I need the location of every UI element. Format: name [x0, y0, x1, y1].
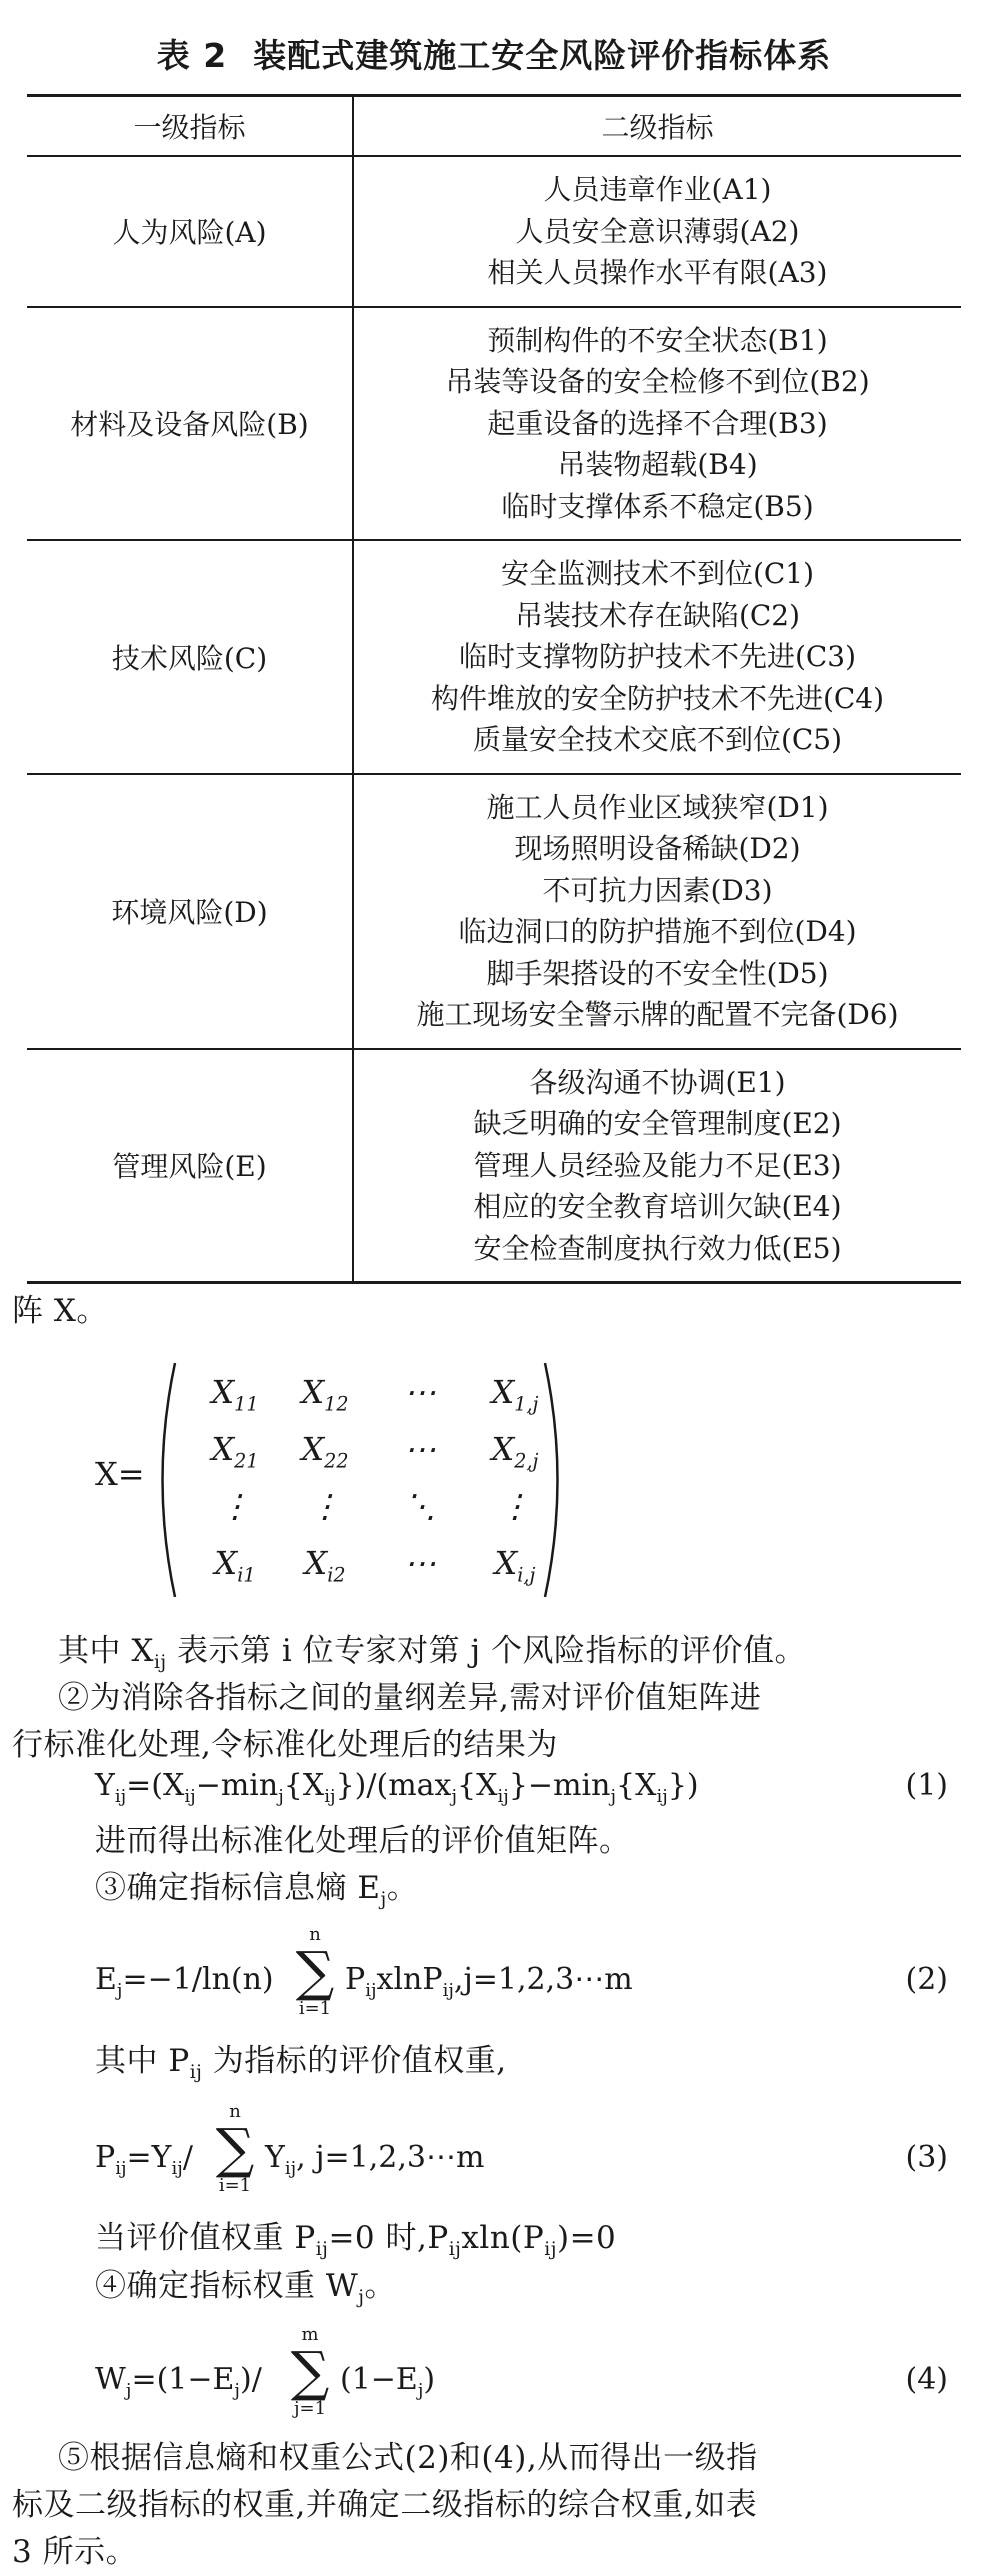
secondary-indicator-item: 人员违章作业(A1) [543, 173, 772, 206]
matrix-label: X= [95, 1455, 145, 1493]
secondary-indicator-item: 施工人员作业区域狭窄(D1) [486, 790, 829, 824]
matrix-cell: $X_{12}$ [301, 1373, 349, 1416]
text-step2-a: ②为消除各指标之间的量纲差异,需对评价值矩阵进 [58, 1680, 762, 1716]
matrix-x [95, 1355, 585, 1605]
matrix-cell: $X_{11}$ [211, 1373, 259, 1416]
table-row [27, 307, 961, 541]
secondary-indicator-item: 现场照明设备稀缺(D2) [514, 832, 801, 865]
secondary-indicator-item: 安全监测技术不到位(C1) [500, 557, 815, 590]
text-step5-a: ⑤根据信息熵和权重公式(2)和(4),从而得出一级指 [58, 2440, 758, 2476]
equation-2-number: (2) [905, 1962, 948, 1997]
matrix-cell: $X_{1,j}$ [491, 1373, 539, 1416]
sum-symbol-4: m ∑ j=1 [290, 2324, 330, 2419]
equation-4-number: (4) [905, 2362, 948, 2397]
matrix-cell: ⋮ [499, 1487, 531, 1525]
matrix-cell: ⋯ [404, 1430, 436, 1468]
text-xij: 其中 $X_{ij}$ 表示第 i 位专家对第 j 个风险指标的评价值。 [58, 1633, 806, 1674]
equation-3-number: (3) [905, 2140, 948, 2175]
secondary-indicator-cell [353, 156, 961, 307]
secondary-indicator-cell [353, 307, 961, 541]
secondary-indicator-item: 人员安全意识薄弱(A2) [515, 214, 800, 248]
sum-symbol-3: n ∑ i=1 [215, 2101, 255, 2196]
text-step5-b: 标及二级指标的权重,并确定二级指标的综合权重,如表 [12, 2487, 758, 2523]
secondary-indicator-item: 吊装物超载(B4) [557, 448, 758, 481]
secondary-indicator-item: 相应的安全教育培训欠缺(E4) [473, 1190, 842, 1223]
primary-indicator-cell: 管理风险(E) [27, 1049, 353, 1283]
secondary-indicator-cell [353, 774, 961, 1049]
secondary-indicator-cell [353, 1049, 961, 1283]
matrix-cell: ⋯ [404, 1544, 436, 1582]
matrix-cell: $X_{i1}$ [214, 1544, 256, 1587]
secondary-indicator-item: 吊装技术存在缺陷(C2) [514, 598, 801, 632]
primary-indicator-cell: 材料及设备风险(B) [27, 307, 353, 541]
primary-indicator-cell: 技术风险(C) [27, 540, 353, 774]
matrix-cell: ⋮ [309, 1487, 341, 1525]
table-row [27, 774, 961, 1049]
indicator-table [27, 94, 961, 1284]
secondary-indicator-item: 预制构件的不安全状态(B1) [487, 323, 828, 357]
secondary-indicator-cell [353, 540, 961, 774]
table-row [27, 540, 961, 774]
secondary-indicator-item: 相关人员操作水平有限(A3) [487, 256, 828, 289]
matrix-cell: $X_{2,j}$ [491, 1430, 539, 1473]
equation-1: $Y_{ij}=(X_{ij}-\min_j\{X_{ij}\})/(\max_j\{X_{ij}\}-\min_j\{X_{ij}\})$ [95, 1768, 699, 1807]
matrix-cell: $X_{i,j}$ [494, 1544, 536, 1587]
indicator-table-wrapper [27, 94, 961, 1284]
header-secondary: 二级指标 [353, 96, 961, 157]
primary-indicator-cell: 环境风险(D) [27, 774, 353, 1049]
table-body [27, 156, 961, 1283]
matrix-cell: $X_{i2}$ [304, 1544, 346, 1587]
secondary-indicator-item: 临时支撑物防护技术不先进(C3) [458, 640, 857, 673]
header-primary: 一级指标 [27, 96, 353, 157]
matrix-cell: $X_{22}$ [301, 1430, 349, 1473]
table-row [27, 1049, 961, 1283]
text-step2-c: 进而得出标准化处理后的评价值矩阵。 [95, 1823, 631, 1859]
text-step4: ④确定指标权重 $W_j$。 [95, 2268, 396, 2309]
text-step5-c: 3 所示。 [12, 2534, 138, 2570]
equation-2-rest: $P_{ij}xlnP_{ij},j=1,2,3\cdots m$ [345, 1962, 633, 2001]
matrix-cell: ⋯ [404, 1373, 436, 1411]
secondary-indicator-item: 缺乏明确的安全管理制度(E2) [473, 1107, 842, 1140]
secondary-indicator-item: 构件堆放的安全防护技术不先进(C4) [430, 681, 885, 715]
secondary-indicator-item: 临边洞口的防护措施不到位(D4) [458, 915, 857, 948]
text-step3: ③确定指标信息熵 $E_j$。 [95, 1870, 419, 1911]
table-caption [0, 30, 988, 77]
secondary-indicator-item: 不可抗力因素(D3) [542, 873, 773, 907]
secondary-indicator-item: 管理人员经验及能力不足(E3) [473, 1148, 842, 1182]
text-matrix-intro: 阵 X。 [12, 1293, 108, 1329]
text-step2-b: 行标准化处理,令标准化处理后的结果为 [12, 1727, 558, 1763]
equation-4: $W_j=(1-E_j)/$ [95, 2362, 262, 2401]
text-pij: 其中 $P_{ij}$ 为指标的评价值权重, [95, 2043, 507, 2084]
table-title: 装配式建筑施工安全风险评价指标体系 [253, 36, 832, 75]
text-zero-weight: 当评价值权重 $P_{ij}=0$ 时$,P_{ij}xln(P_{ij})=0$ [95, 2220, 617, 2261]
secondary-indicator-item: 施工现场安全警示牌的配置不完备(D6) [416, 998, 899, 1031]
matrix-cell: ⋱ [404, 1487, 436, 1525]
matrix-cell: $X_{21}$ [211, 1430, 259, 1473]
secondary-indicator-item: 质量安全技术交底不到位(C5) [472, 723, 843, 756]
secondary-indicator-item: 脚手架搭设的不安全性(D5) [486, 956, 829, 990]
equation-1-number: (1) [905, 1768, 948, 1803]
secondary-indicator-item: 吊装等设备的安全检修不到位(B2) [445, 365, 870, 398]
table-number: 表 2 [156, 36, 228, 75]
table-header-row [27, 96, 961, 157]
equation-3: $P_{ij}=Y_{ij}/$ [95, 2140, 193, 2179]
secondary-indicator-item: 起重设备的选择不合理(B3) [487, 406, 828, 440]
secondary-indicator-item: 安全检查制度执行效力低(E5) [473, 1231, 842, 1265]
primary-indicator-cell: 人为风险(A) [27, 156, 353, 307]
equation-3-rest: $Y_{ij}$, j=1,2,3⋯m [265, 2140, 485, 2179]
table-row [27, 156, 961, 307]
secondary-indicator-item: 临时支撑体系不稳定(B5) [501, 489, 814, 523]
secondary-indicator-item: 各级沟通不协调(E1) [529, 1065, 786, 1099]
matrix-cell: ⋮ [219, 1487, 251, 1525]
equation-2: $E_j=-1/\ln(n)$ [95, 1962, 274, 2001]
sum-symbol-2: n ∑ i=1 [295, 1924, 335, 2019]
equation-4-rest: $(1-E_j)$ [340, 2362, 436, 2401]
